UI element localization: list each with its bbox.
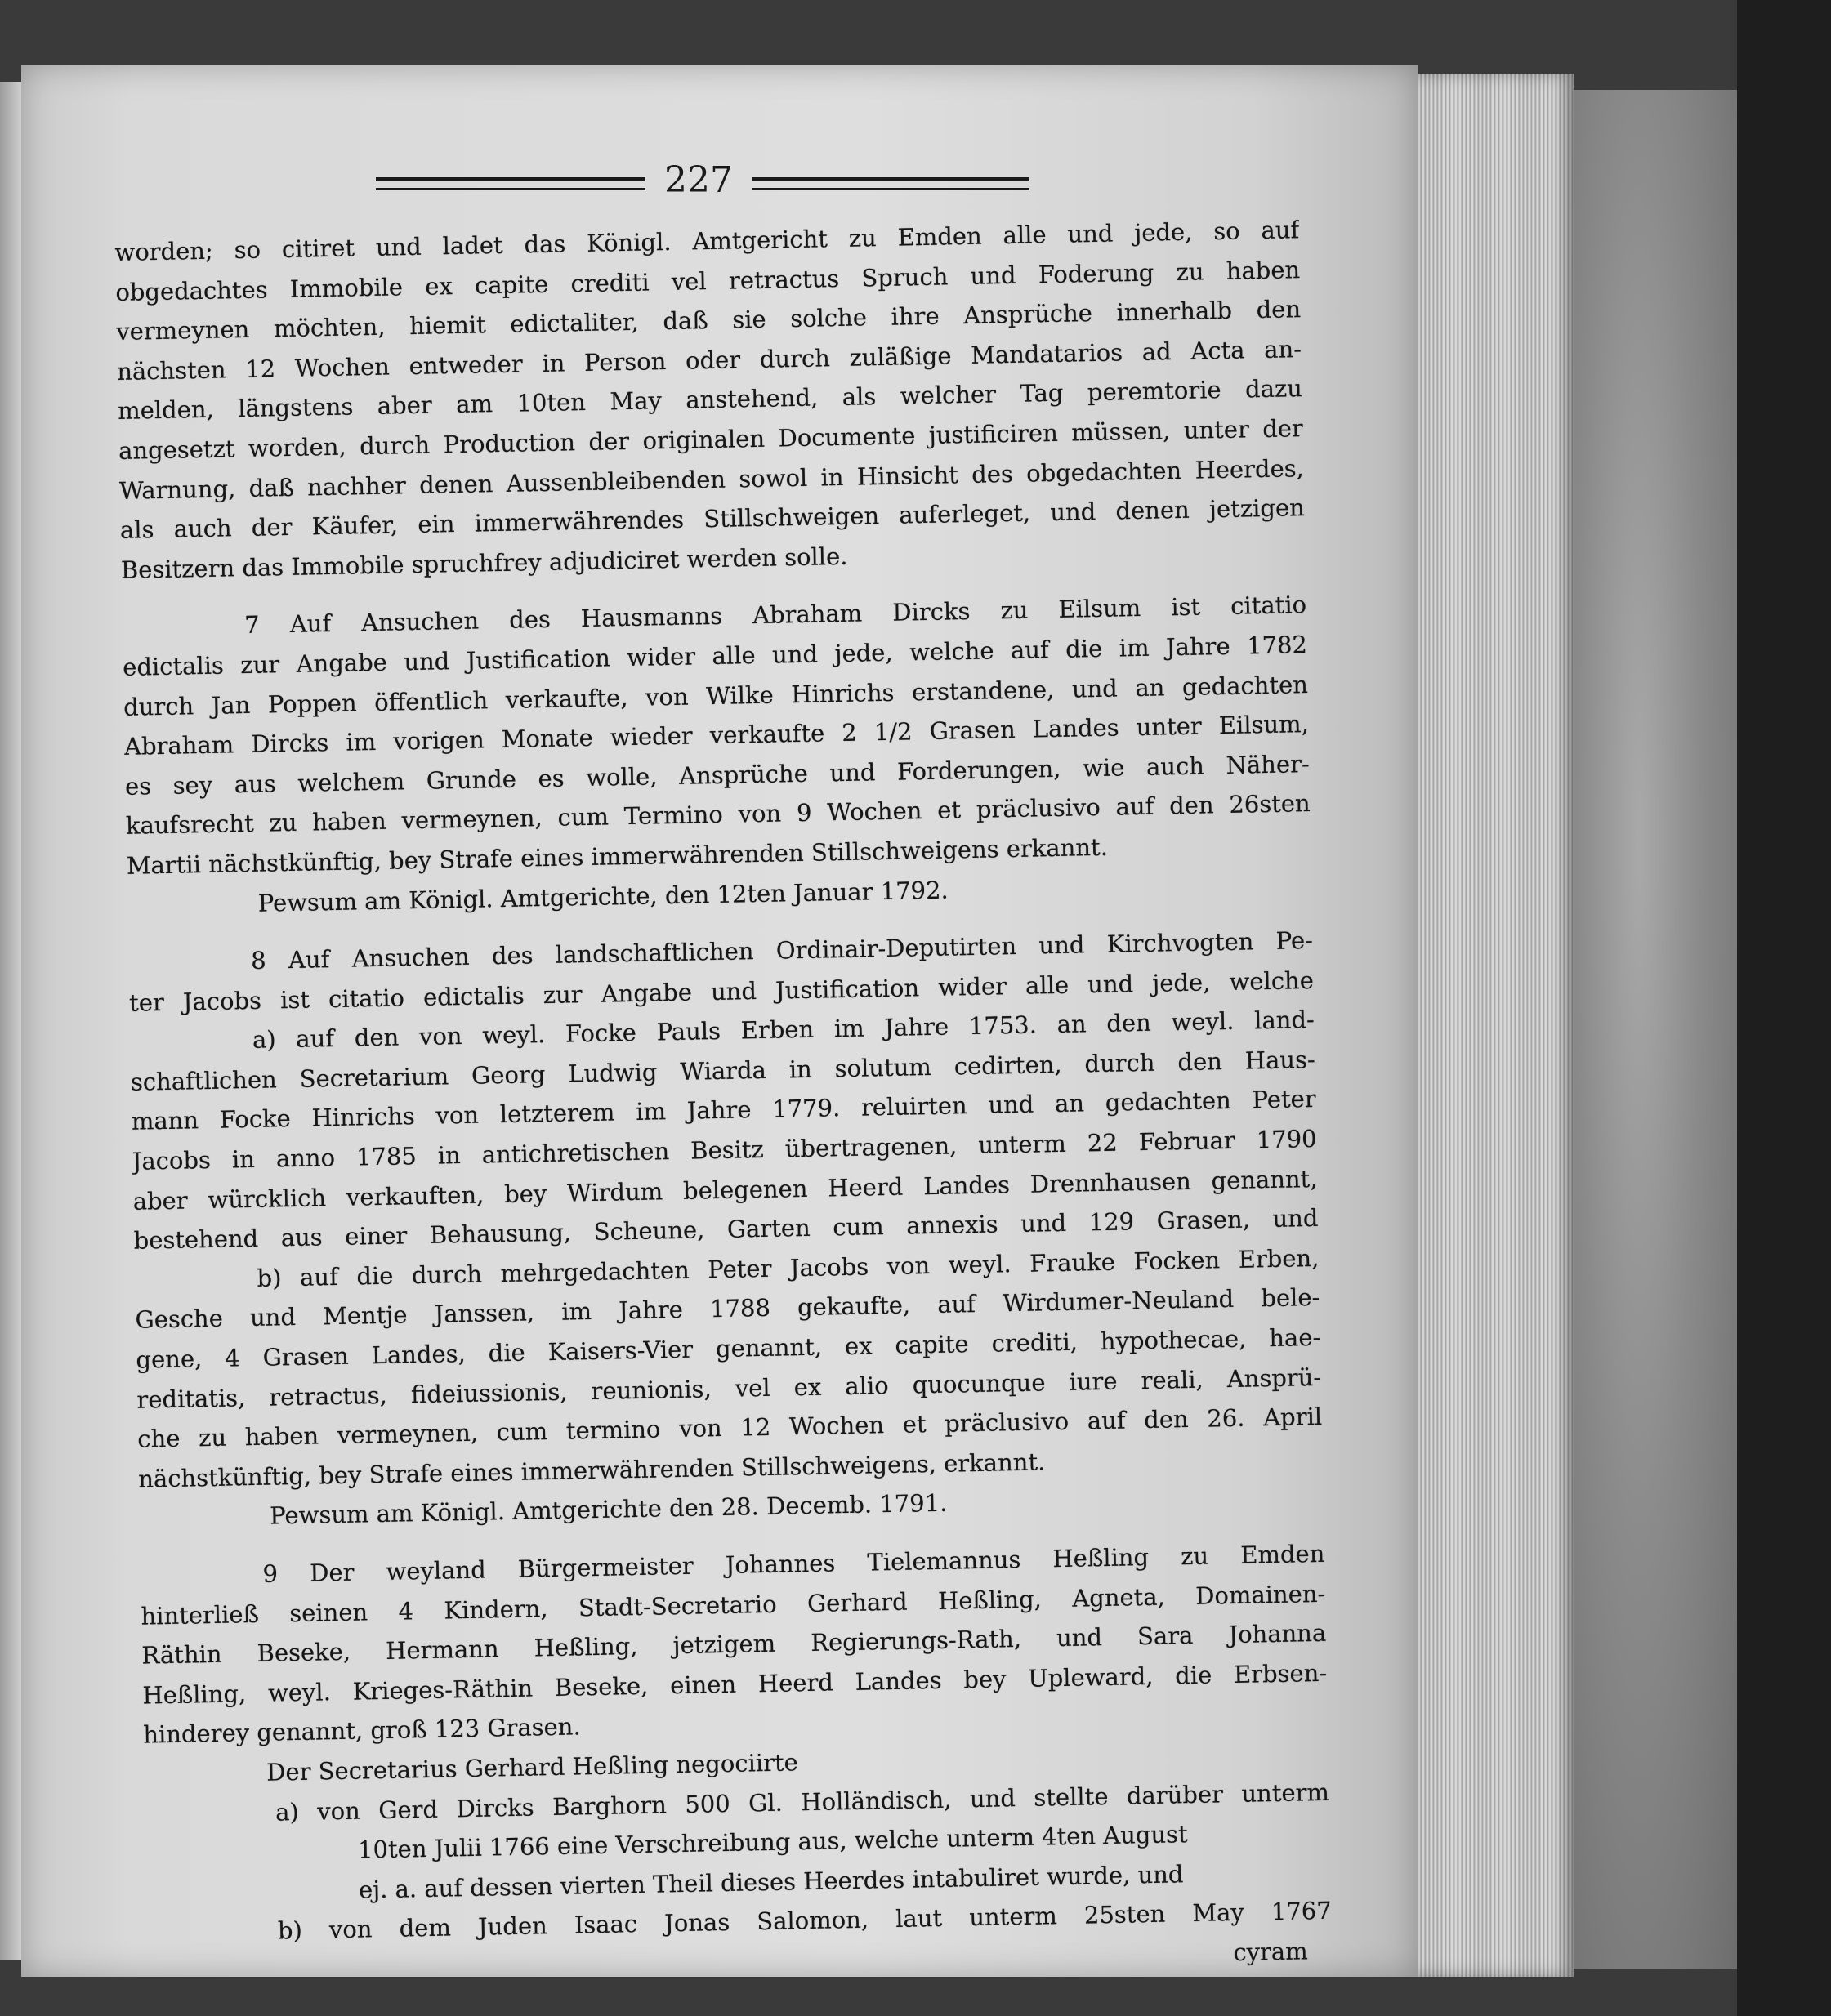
text-line: Jacobs in anno 1785 in antichretischen Besitz übertragenen, unterm 22 Februar 1790 bbox=[132, 1125, 1317, 1175]
page-number: 227 bbox=[664, 159, 733, 201]
text-line: Pewsum am Königl. Amtgerichte den 28. Decemb. 1791. bbox=[269, 1489, 948, 1531]
text-line: mann Focke Hinrichs von letzterem im Jahre 1779. reluirten und an gedachten Peter bbox=[131, 1085, 1316, 1136]
text-line: hinterließ seinen 4 Kindern, Stadt-Secretario Gerhard Heßling, Agneta, Domainen- bbox=[141, 1579, 1326, 1630]
text-line: melden, längstens aber am 10ten May anstehend, als welcher Tag peremtorie dazu bbox=[117, 374, 1303, 426]
text-line: Warnung, daß nachher denen Aussenbleibenden sowol in Hinsicht des obgedachten Heerdes, bbox=[118, 453, 1305, 505]
text-line: Der Secretarius Gerhard Heßling negociirte bbox=[266, 1748, 799, 1786]
text-line: es sey aus welchem Grunde es wolle, Ansprüche und Forderungen, wie auch Näher- bbox=[124, 749, 1311, 801]
page-edges-stack bbox=[1418, 74, 1574, 1977]
text-line: bestehend aus einer Behausung, Scheune, Garten cum annexis und 129 Grasen, und bbox=[133, 1204, 1319, 1256]
text-line: aber würcklich verkauften, bey Wirdum belegenen Heerd Landes Drennhausen genannt, bbox=[132, 1164, 1318, 1215]
text-line: obgedachtes Immobile ex capite crediti vel retractus Spruch und Foderung zu haben bbox=[115, 255, 1301, 306]
text-line: b) von dem Juden Isaac Jonas Salomon, laut unterm 25sten May 1767 bbox=[277, 1897, 1333, 1945]
text-line: nächsten 12 Wochen entweder in Person oder durch zuläßige Mandatarios ad Acta an- bbox=[116, 334, 1302, 386]
body-text bbox=[114, 210, 1333, 1993]
text-line: ej. a. auf dessen vierten Theil dieses Heerdes intabuliret wurde, und bbox=[358, 1860, 1184, 1904]
catchword: cyram bbox=[1233, 1937, 1308, 1967]
text-line: Besitzern das Immobile spruchfrey adjudiciret werden solle. bbox=[120, 542, 848, 584]
text-line: kaufsrecht zu haben vermeynen, cum Termino von 9 Wochen et präclusivo auf den 26sten bbox=[125, 789, 1311, 841]
text-line: als auch der Käufer, ein immerwährendes Stillschweigen auferleget, und denen jetzigen bbox=[119, 493, 1306, 545]
text-line: reditatis, retractus, fideiussionis, reunionis, vel ex alio quocunque iure reali, Ansprü- bbox=[136, 1363, 1322, 1414]
text-line: Gesche und Mentje Janssen, im Jahre 1788 gekaufte, auf Wirdumer-Neuland bele- bbox=[135, 1283, 1320, 1335]
header-rule-right bbox=[752, 177, 1029, 190]
text-line: worden; so citiret und ladet das Königl. Amtgericht zu Emden alle und jede, so auf bbox=[114, 216, 1300, 266]
text-line: Heßling, weyl. Krieges-Räthin Beseke, einen Heerd Landes bey Upleward, die Erbsen- bbox=[142, 1658, 1328, 1710]
header-rule-left bbox=[376, 177, 645, 190]
text-line: 9 Der weyland Bürgermeister Johannes Tielemannus Heßling zu Emden bbox=[262, 1539, 1325, 1588]
text-line: durch Jan Poppen öffentlich verkaufte, von Wilke Hinrichs erstandene, und an gedachten bbox=[123, 670, 1309, 721]
background-shadow bbox=[1737, 0, 1831, 2016]
page-header bbox=[376, 159, 1029, 208]
text-line: 7 Auf Ansuchen des Hausmanns Abraham Dircks zu Eilsum ist citatio bbox=[243, 591, 1307, 640]
text-line: 8 Auf Ansuchen des landschaftlichen Ordinair-Deputirten und Kirchvogten Pe- bbox=[250, 926, 1314, 975]
text-line: ter Jacobs ist citatio edictalis zur Angabe und Justification wider alle und jede, welche bbox=[128, 966, 1315, 1017]
text-line: Abraham Dircks im vorigen Monate wieder verkaufte 2 1/2 Grasen Landes unter Eilsum, bbox=[123, 710, 1310, 761]
text-line: edictalis zur Angabe und Justification wider alle und jede, welche auf die im Jahre 1782 bbox=[122, 631, 1308, 681]
text-line: a) auf den von weyl. Focke Pauls Erben im Jahre 1753. an den weyl. land- bbox=[252, 1006, 1315, 1055]
text-line: Räthin Beseke, Hermann Heßling, jetzigem Regierungs-Rath, und Sara Johanna bbox=[141, 1619, 1327, 1670]
text-line: gene, 4 Grasen Landes, die Kaisers-Vier genannt, ex capite crediti, hypothecae, hae- bbox=[136, 1322, 1321, 1374]
text-line: che zu haben vermeynen, cum termino von 12 Wochen et präclusivo auf den 26. April bbox=[137, 1403, 1323, 1453]
text-line: schaftlichen Secretarium Georg Ludwig Wiarda in solutum cedirten, durch den Haus- bbox=[130, 1045, 1316, 1096]
text-line: a) von Gerd Dircks Barghorn 500 Gl. Holländisch, und stellte darüber unterm bbox=[275, 1777, 1330, 1826]
text-line: nächstkünftig, bey Strafe eines immerwährenden Stillschweigens, erkannt. bbox=[137, 1447, 1046, 1493]
text-line: Pewsum am Königl. Amtgerichte, den 12ten Januar 1792. bbox=[257, 876, 949, 917]
text-line: vermeynen möchten, hiemit edictaliter, daß sie solche ihre Ansprüche innerhalb den bbox=[116, 295, 1302, 346]
text-line: angesetzt worden, durch Production der originalen Documente justificiren müssen, unter der bbox=[118, 414, 1304, 465]
text-line: 10ten Julii 1766 eine Verschreibung aus, welche unterm 4ten August bbox=[357, 1820, 1188, 1864]
book-cover bbox=[1574, 90, 1737, 1969]
text-line: hinderey genannt, groß 123 Grasen. bbox=[142, 1712, 581, 1750]
text-line: b) auf die durch mehrgedachten Peter Jacobs von weyl. Frauke Focken Erben, bbox=[257, 1243, 1320, 1292]
text-line: Martii nächstkünftig, bey Strafe eines immerwährenden Stillschweigens erkannt. bbox=[126, 832, 1109, 880]
facing-page-edge bbox=[0, 82, 21, 1960]
